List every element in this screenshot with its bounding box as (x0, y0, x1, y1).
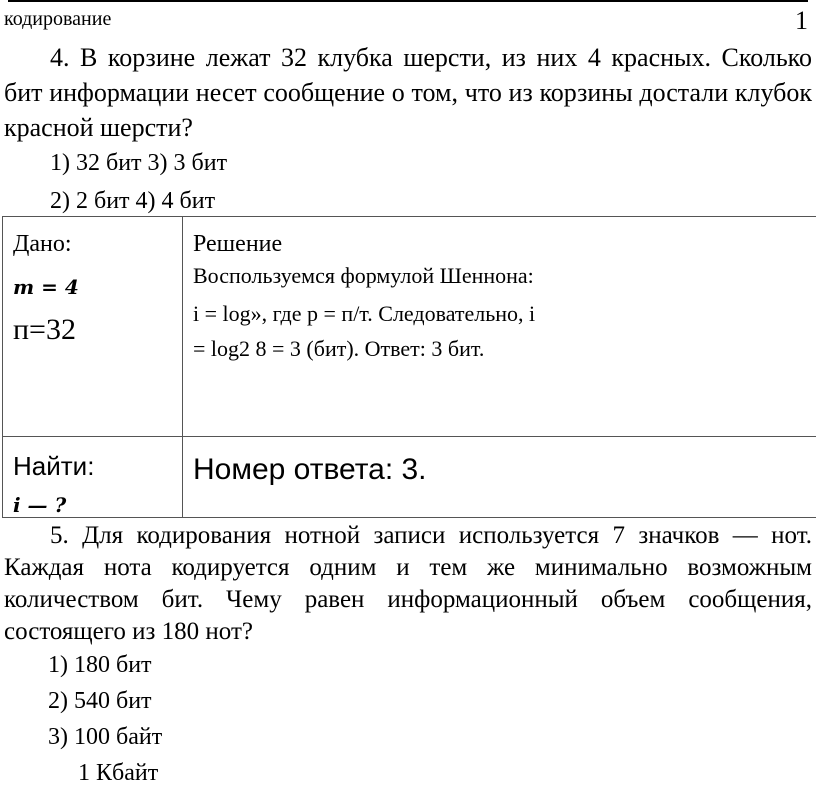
solution-line-3: = log2 8 = 3 (бит). Ответ: 3 бит. (193, 336, 485, 361)
given-n-value: п=32 (13, 313, 76, 346)
solution-table (2, 216, 816, 518)
table-divider-vertical (182, 217, 183, 517)
task-5-option-3: 3) 100 байт (48, 724, 163, 750)
task-4-text: 4. В корзине лежат 32 клубка шерсти, из них 4 красных. Сколько бит информации несет сообщение о том, что из корзины достали клубок красной шерсти? (4, 43, 812, 142)
page-number: 1 (795, 6, 808, 35)
answer-text: Номер ответа: 3. (193, 453, 427, 486)
given-label: Дано: (13, 231, 72, 257)
task-4-options-line-1: 1) 32 бит 3) 3 бит (50, 150, 228, 176)
page-header (4, 8, 812, 34)
task-5-option-2: 2) 540 бит (48, 688, 152, 714)
solution-line-1: Воспользуемся формулой Шеннона: (193, 263, 534, 288)
find-value: i — ? (13, 493, 67, 517)
page-topic: кодирование (4, 8, 112, 30)
task-4-options-line-2: 2) 2 бит 4) 4 бит (50, 188, 216, 214)
task-5-option-1: 1) 180 бит (48, 652, 152, 678)
solution-line-2: i = log», где р = п/т. Следовательно, i (193, 301, 536, 326)
find-label: Найти: (13, 451, 95, 481)
task-5-option-4: 1 Кбайт (78, 760, 159, 786)
table-divider-horizontal (3, 436, 816, 437)
task-5-text: 5. Для кодирования нотной записи используется 7 значков — нот. Каждая нота кодируется одним и тем же минимально возможным количеством бит. Чему равен информационный объем сообщения, состоящего из 180 нот? (4, 522, 812, 645)
top-rule (8, 0, 808, 2)
given-m-value: m = 4 (13, 275, 79, 299)
solution-title: Решение (193, 231, 283, 257)
